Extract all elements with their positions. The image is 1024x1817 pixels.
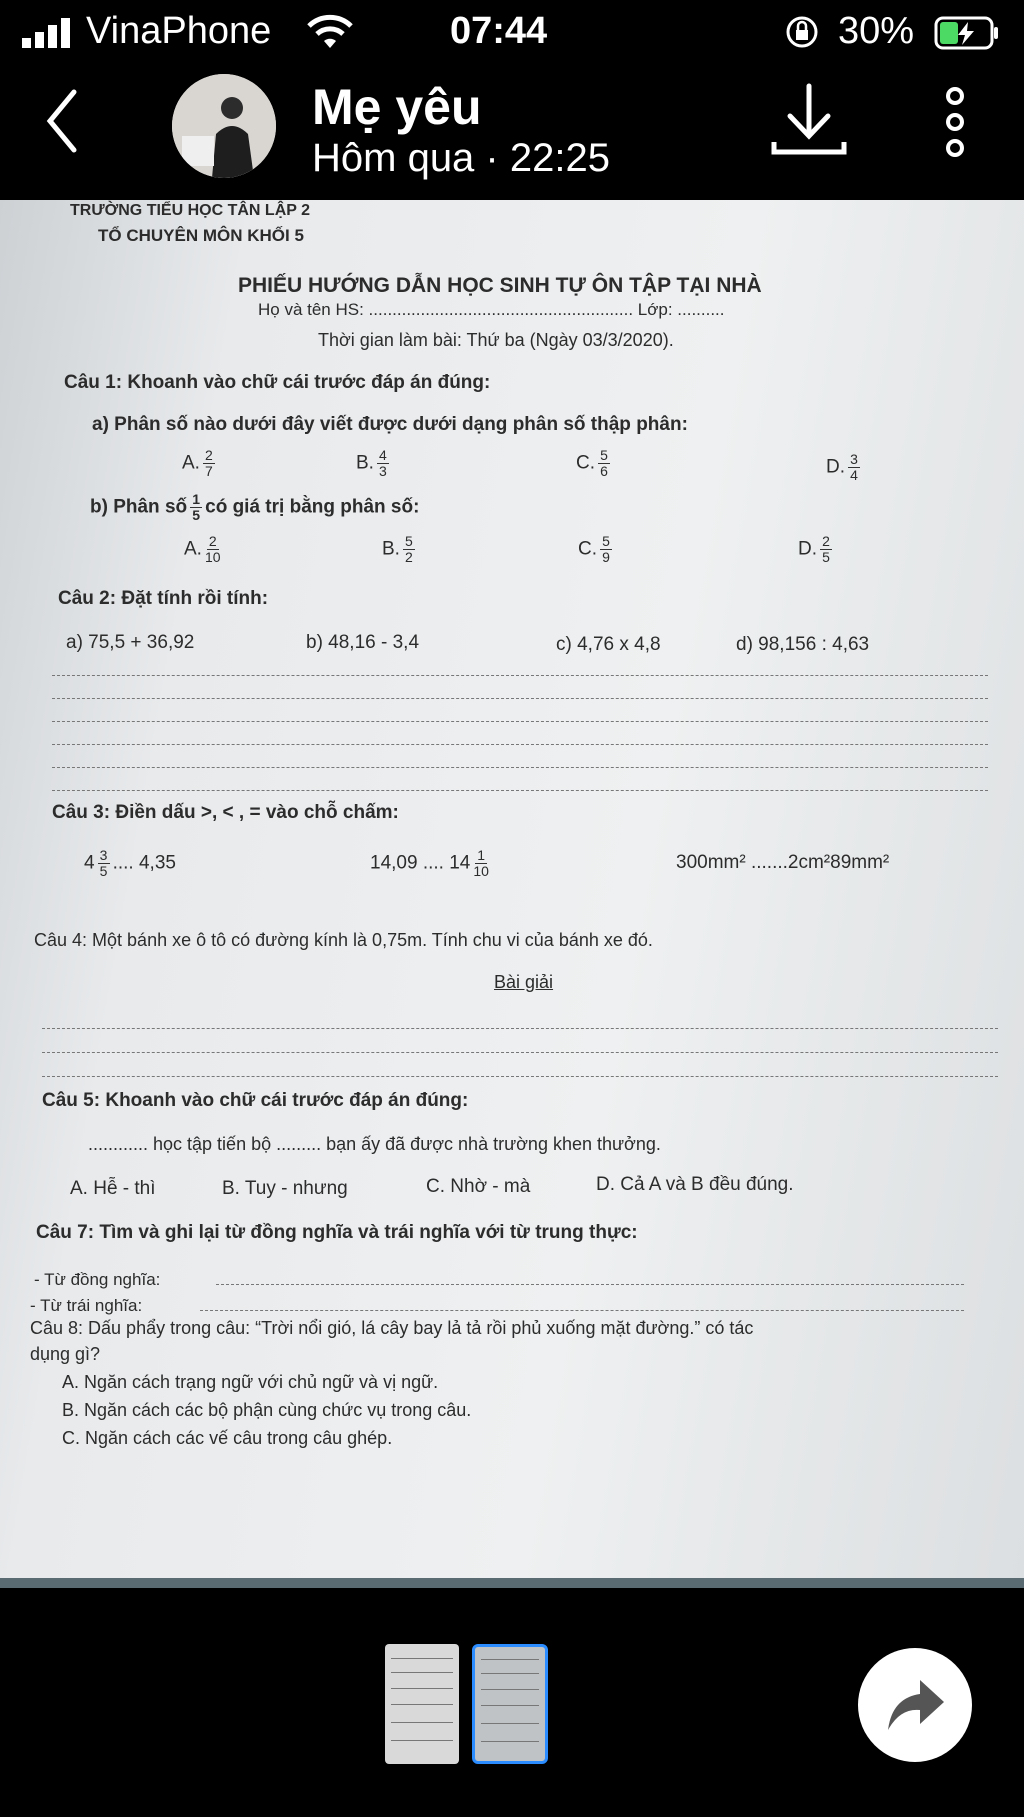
q5-sentence: ............ học tập tiến bộ ......... bạn ấy đã được nhà trường khen thưởng. — [88, 1134, 661, 1154]
q7-antonym-label: - Từ trái nghĩa: — [30, 1296, 143, 1315]
student-name-line: Họ và tên HS: ........................................................ Lớp: .......... — [258, 300, 725, 319]
q2-item-b: b) 48,16 - 3,4 — [306, 632, 420, 653]
download-icon[interactable] — [770, 80, 848, 160]
question-1: Câu 1: Khoanh vào chữ cái trước đáp án đúng: — [64, 372, 491, 393]
question-2: Câu 2: Đặt tính rồi tính: — [58, 588, 269, 609]
question-1a: a) Phân số nào dưới đây viết được dưới dạng phân số thập phân: — [92, 414, 688, 435]
q3-item-b: 14,09 .... 14 $\frac{1}{10}$ — [370, 847, 489, 879]
document-photo — [0, 200, 1024, 1582]
rotation-lock-icon — [784, 14, 820, 50]
contact-name: Mẹ yêu — [312, 79, 482, 135]
signal-icon — [22, 18, 74, 48]
q8-option-a: A. Ngăn cách trạng ngữ với chủ ngữ và vị ngữ. — [62, 1372, 439, 1392]
question-3: Câu 3: Điền dấu >, < , = vào chỗ chấm: — [52, 802, 399, 823]
q3-item-c: 300mm² .......2cm²89mm² — [676, 852, 890, 873]
q1b-option-c: C. $\frac{5}{9}$ — [578, 534, 615, 565]
question-5: Câu 5: Khoanh vào chữ cái trước đáp án đúng: — [42, 1090, 469, 1111]
group-name: TỔ CHUYÊN MÔN KHỐI 5 — [98, 226, 304, 245]
answer-line — [52, 744, 988, 745]
more-options-icon[interactable] — [940, 84, 970, 164]
answer-line — [42, 1028, 998, 1029]
back-chevron-icon[interactable] — [40, 86, 84, 156]
q7-synonym-label: - Từ đồng nghĩa: — [34, 1270, 161, 1289]
q1a-option-c: C. $\frac{5}{6}$ — [576, 448, 613, 479]
answer-line — [42, 1076, 998, 1077]
question-7: Câu 7: Tìm và ghi lại từ đồng nghĩa và trái nghĩa với từ trung thực: — [36, 1222, 638, 1243]
message-timestamp: Hôm qua · 22:25 — [312, 136, 610, 180]
question-4: Câu 4: Một bánh xe ô tô có đường kính là 0,75m. Tính chu vi của bánh xe đó. — [34, 930, 653, 950]
document-title: PHIẾU HƯỚNG DẪN HỌC SINH TỰ ÔN TẬP TẠI NHÀ — [238, 274, 762, 297]
time-line: Thời gian làm bài: Thứ ba (Ngày 03/3/2020). — [318, 330, 674, 350]
q5-option-d: D. Cả A và B đều đúng. — [596, 1174, 794, 1195]
viewer-header — [0, 64, 1024, 206]
forward-arrow-icon — [886, 1678, 946, 1732]
q3-item-a: 4 $\frac{3}{5}$ .... 4,35 — [84, 847, 176, 879]
question-8-continued: dụng gì? — [30, 1344, 101, 1364]
q1b-option-a: A. $\frac{2}{10}$ — [184, 533, 221, 565]
wifi-icon — [305, 14, 355, 50]
q1b-option-b: B. $\frac{5}{2}$ — [382, 534, 418, 565]
q8-option-c: C. Ngăn cách các vế câu trong câu ghép. — [62, 1428, 393, 1448]
answer-line — [52, 721, 988, 722]
q2-item-a: a) 75,5 + 36,92 — [66, 632, 195, 653]
question-1b: b) Phân số $\frac{1}{5}$ có giá trị bằng phân số: — [90, 491, 420, 523]
status-bar — [0, 0, 1024, 64]
status-time: 07:44 — [450, 10, 548, 52]
q5-option-c: C. Nhờ - mà — [426, 1176, 531, 1197]
answer-line — [52, 790, 988, 791]
answer-line — [52, 767, 988, 768]
battery-percent: 30% — [838, 10, 915, 52]
answer-line — [52, 698, 988, 699]
q5-option-a: A. Hễ - thì — [70, 1178, 156, 1199]
thumbnail-1[interactable] — [385, 1644, 459, 1764]
q1a-option-a: A. $\frac{2}{7}$ — [182, 448, 218, 479]
thumbnail-2-selected[interactable] — [472, 1644, 548, 1764]
q2-item-c: c) 4,76 x 4,8 — [556, 634, 661, 655]
question-8: Câu 8: Dấu phẩy trong câu: “Trời nổi gió, lá cây bay lả tả rồi phủ xuống mặt đường.” có tác — [30, 1318, 754, 1338]
answer-line — [52, 675, 988, 676]
answer-line — [42, 1052, 998, 1053]
share-button[interactable] — [858, 1648, 972, 1762]
document-edge — [0, 1578, 1024, 1588]
q1b-option-d: D. $\frac{2}{5}$ — [798, 534, 835, 565]
avatar[interactable] — [172, 74, 276, 178]
q8-option-b: B. Ngăn cách các bộ phận cùng chức vụ trong câu. — [62, 1400, 472, 1420]
q1a-option-d: D. $\frac{3}{4}$ — [826, 452, 863, 483]
solution-heading: Bài giải — [494, 972, 554, 992]
battery-charging-icon — [934, 16, 1000, 50]
answer-line — [200, 1310, 964, 1311]
q1a-option-b: B. $\frac{4}{3}$ — [356, 448, 392, 479]
carrier-name: VinaPhone — [86, 10, 272, 52]
school-name: TRƯỜNG TIỂU HỌC TÂN LẬP 2 — [70, 202, 310, 219]
q2-item-d: d) 98,156 : 4,63 — [736, 634, 870, 655]
q5-option-b: B. Tuy - nhưng — [222, 1178, 348, 1199]
answer-line — [216, 1284, 964, 1285]
